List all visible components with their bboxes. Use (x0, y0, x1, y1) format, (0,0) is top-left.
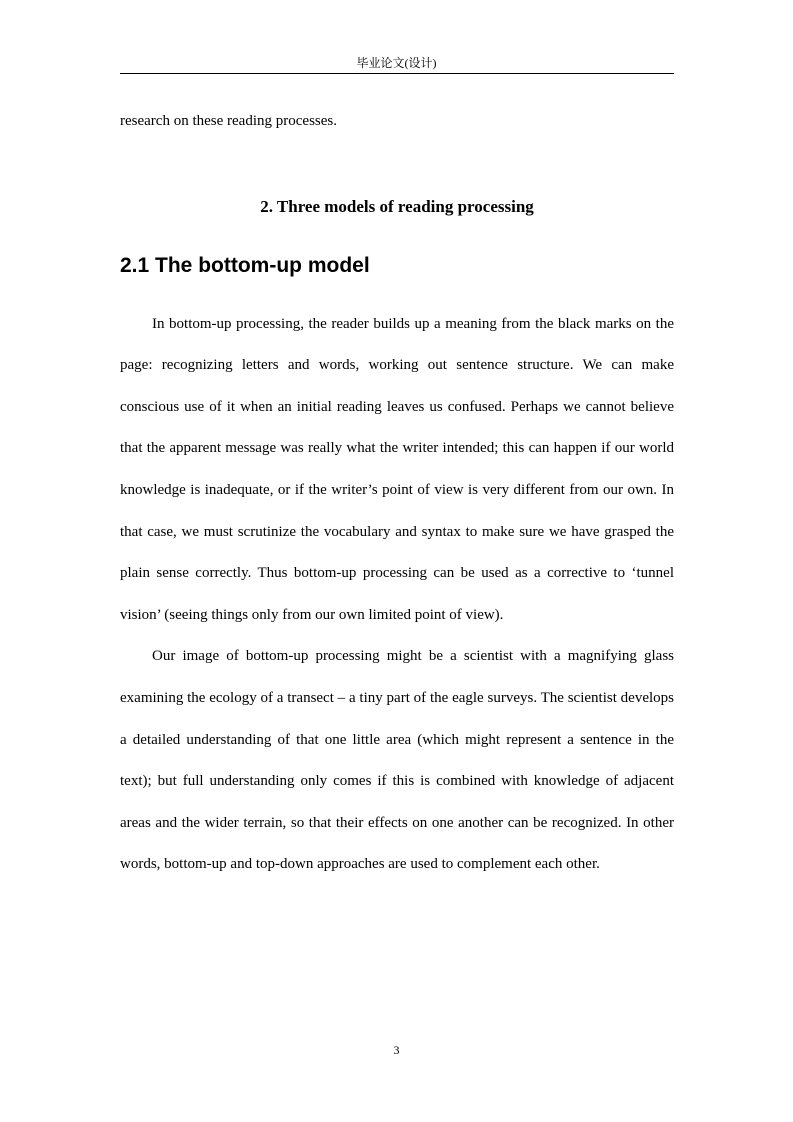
subsection-title: 2.1 The bottom-up model (120, 253, 370, 277)
page-number: 3 (393, 1043, 400, 1057)
section-title: 2. Three models of reading processing (260, 196, 534, 216)
header-rule (120, 73, 674, 74)
running-header: 毕业论文(设计) (356, 56, 437, 70)
body-paragraph: Our image of bottom-up processing might be a scientist with a magnifying glass examining the ecology of a transect – a tiny part of the eagle surveys. The scientist develops a detailed understanding of that one little area (which might represent a sentence in the text); but full understanding only comes if this is combined with knowledge of adjacent areas and the wider terrain, so that their effects on one another can be recognized. In other words, bottom-up and top-down approaches are used to complement each other. (120, 648, 674, 873)
page-content (120, 101, 674, 886)
body-paragraph: In bottom-up processing, the reader builds up a meaning from the black marks on the page: recognizing letters and words, working out sentence structure. We can make conscious use of it when an initial reading leaves us confused. Perhaps we cannot believe that the apparent message was really what the writer intended; this can happen if our world knowledge is inadequate, or if the writer’s point of view is very different from our own. In that case, we must scrutinize the vocabulary and syntax to make sure we have grasped the plain sense correctly. Thus bottom-up processing can be used as a corrective to ‘tunnel vision’ (seeing things only from our own limited point of view). (120, 315, 674, 623)
continuation-paragraph: research on these reading processes. (120, 113, 337, 129)
